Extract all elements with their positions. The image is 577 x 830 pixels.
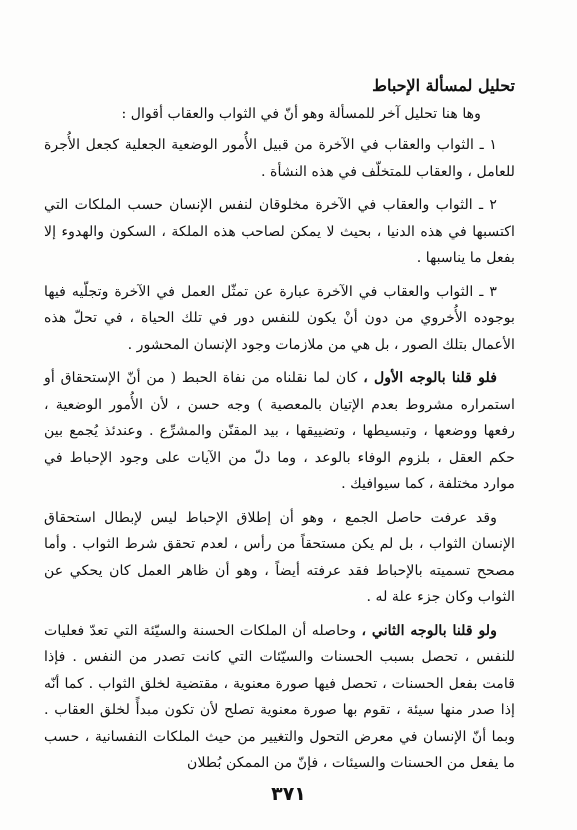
paragraph-3: ٣ ـ الثواب والعقاب في الآخرة عبارة عن تمثّل العمل في الآخرة وتجلّيه فيها بوجوده الأُخروي من دون أنْ يكون للنفس دور في تلك الحياة ، في تحلّ هذه الأعمال بتلك الصور ، بل هي من ملازمات وجود الإنسان المحشور . bbox=[44, 283, 515, 353]
paragraph-6-body: وحاصله أن الملكات الحسنة والسيّئة التي تعدّ فعليات للنفس ، تحصل بسبب الحسنات والسيّئات التي كانت تصدر من النفس . فإذا قامت بفعل الحسنات ، تحصل فيها صورة معنوية ، مقتضية لخلق الثواب . كما أنّه إذا صدر منها سيئة ، تقوم بها صورة معنوية تصلح لأن تكون مبدأً لخلق العقاب . وبما أنّ الإنسان في معرض التحول والتغيير من حيث الملكات النفسانية ، حسب ما يفعل من الحسنات والسيئات ، فإنّ من الممكن بُطلان bbox=[44, 622, 515, 771]
intro-paragraph: وها هنا تحليل آخر للمسألة وهو أنّ في الثواب والعقاب أقوال : bbox=[121, 106, 481, 122]
paragraph-4 bbox=[44, 365, 515, 498]
paragraph-5: وقد عرفت حاصل الجمع ، وهو أن إطلاق الإحباط ليس لإبطال استحقاق الإنسان الثواب ، بل لم يكن مستحقاً من رأس ، لعدم تحقق شرط الثواب . وأما مصحح تسميته بالإحباط فقد عرفته أيضاً ، وهو أن ظاهر العمل كان يحكي عن الثواب وكان جزء علة له . bbox=[44, 509, 515, 605]
paragraph-6-lead: ولو قلنا بالوجه الثاني ، bbox=[361, 622, 497, 639]
page-number: ٣٧١ bbox=[271, 783, 306, 805]
paragraph-2: ٢ ـ الثواب والعقاب في الآخرة مخلوقان لنفس الإنسان حسب الملكات التي اكتسبها في هذه الدنيا ، بحيث لا يمكن لصاحب هذه الملكة ، السكون والهدوء إلا بفعل ما يناسبها . bbox=[44, 197, 515, 266]
paragraph-6 bbox=[44, 618, 515, 777]
paragraph-4-lead: فلو قلنا بالوجه الأول ، bbox=[363, 370, 497, 386]
section-title: تحليل لمسألة الإحباط bbox=[372, 76, 515, 95]
paragraph-1: ١ ـ الثواب والعقاب في الآخرة من قبيل الأُمور الوضعية الجعلية كجعل الأُجرة للعامل ، والعقاب للمتخلّف في هذه النشأة . bbox=[44, 137, 515, 180]
paragraph-4-body: كان لما نقلناه من نفاة الحبط ( من أنّ الإستحقاق أو استمراره مشروط بعدم الإتيان بالمعصية ) وجه حسن ، لأن الأُمور الوضعية ، رفعها ووضعها ، وتبسيطها ، وتضييقها ، بيد المقنّن والمشرِّع . وعندئذ يُجمع بين حكم العقل ، بلزوم الوفاء بالوعد ، وما دلّ من الآيات على وجود الإحباط في موارد مختلفة ، كما سيوافيك . bbox=[44, 370, 515, 492]
